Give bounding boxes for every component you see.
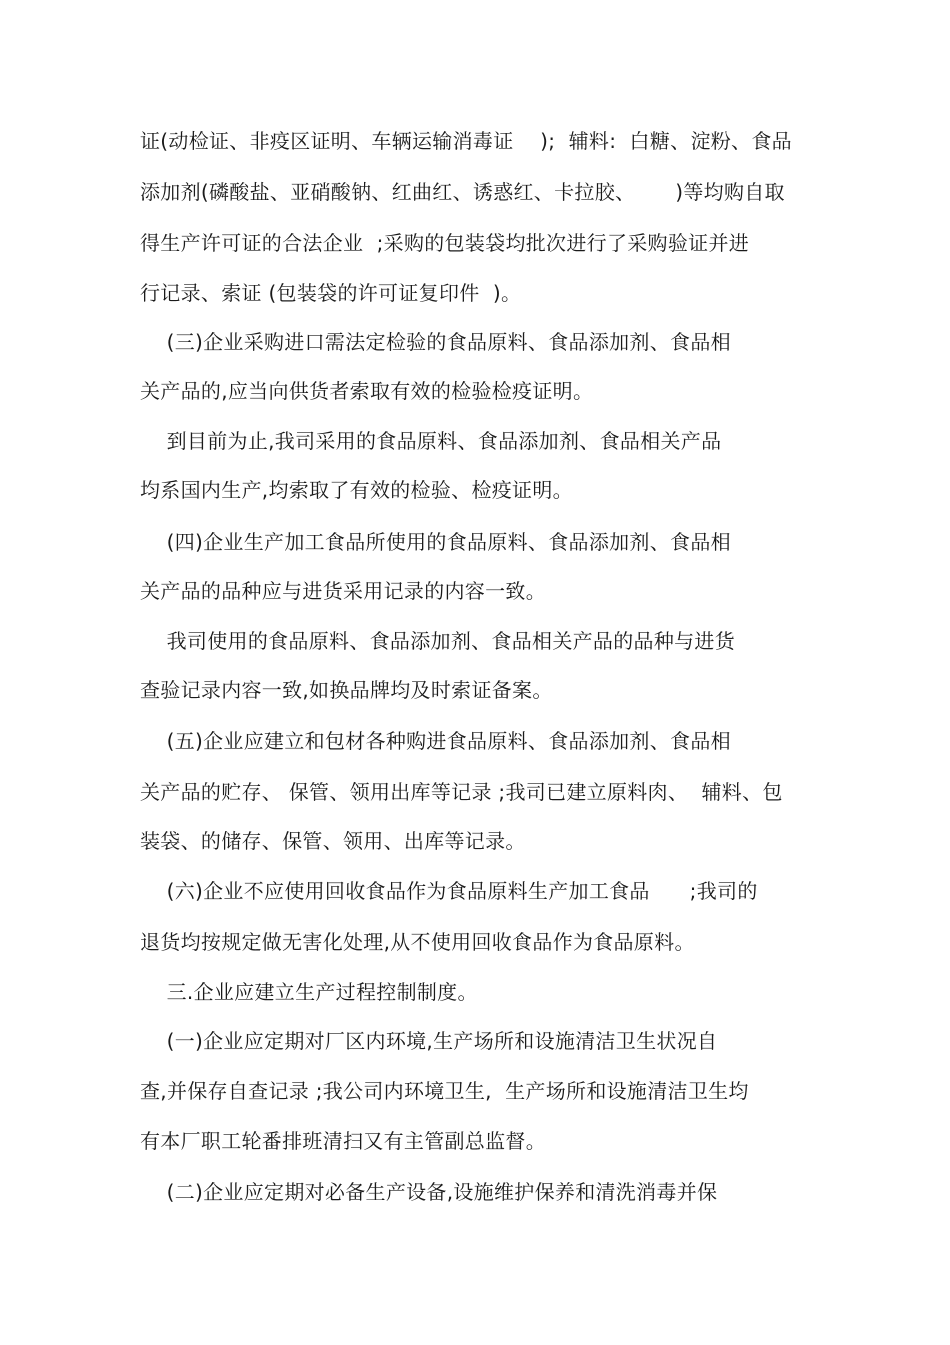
text-line-21: 有本厂职工轮番排班清扫又有主管副总监督。 [140,1129,546,1153]
text-line-3: 得生产许可证的合法企业 ;采购的包装袋均批次进行了采购验证并进 [140,231,750,255]
text-line-10: 关产品的品种应与进货采用记录的内容一致。 [140,579,546,603]
text-line-16: (六)企业不应使用回收食品作为食品原料生产加工食品 ;我司的 [140,879,758,903]
text-line-5: (三)企业采购进口需法定检验的食品原料、食品添加剂、食品相 [140,330,731,354]
text-line-15: 装袋、的储存、保管、领用、出库等记录。 [140,829,526,853]
text-line-17: 退货均按规定做无害化处理,从不使用回收食品作为食品原料。 [140,930,695,954]
text-line-19: (一)企业应定期对厂区内环境,生产场所和设施清洁卫生状况自 [140,1029,718,1053]
text-line-8: 均系国内生产,均索取了有效的检验、检疫证明。 [140,478,573,502]
text-line-6: 关产品的,应当向供货者索取有效的检验检疫证明。 [140,379,594,403]
text-line-4: 行记录、索证 (包装袋的许可证复印件 )。 [140,281,522,305]
text-line-7: 到目前为止,我司采用的食品原料、食品添加剂、食品相关产品 [140,429,722,453]
text-line-9: (四)企业生产加工食品所使用的食品原料、食品添加剂、食品相 [140,530,731,554]
text-line-22: (二)企业应定期对必备生产设备,设施维护保养和清洗消毒并保 [140,1180,718,1204]
text-line-18: 三.企业应建立生产过程控制制度。 [140,980,478,1004]
text-line-2: 添加剂(磷酸盐、亚硝酸钠、红曲红、诱惑红、卡拉胶、 )等均购自取 [140,180,785,204]
text-line-14: 关产品的贮存、 保管、领用出库等记录 ;我司已建立原料肉、 辅料、包 [140,780,783,804]
text-line-12: 查验记录内容一致,如换品牌均及时索证备案。 [140,678,553,702]
text-line-1: 证(动检证、非疫区证明、车辆运输消毒证 ); 辅料: 白糖、淀粉、食品 [140,129,792,153]
text-line-20: 查,并保存自查记录 ;我公司内环境卫生, 生产场所和设施清洁卫生均 [140,1079,749,1103]
text-line-13: (五)企业应建立和包材各种购进食品原料、食品添加剂、食品相 [140,729,731,753]
text-line-11: 我司使用的食品原料、食品添加剂、食品相关产品的品种与进货 [140,629,736,653]
